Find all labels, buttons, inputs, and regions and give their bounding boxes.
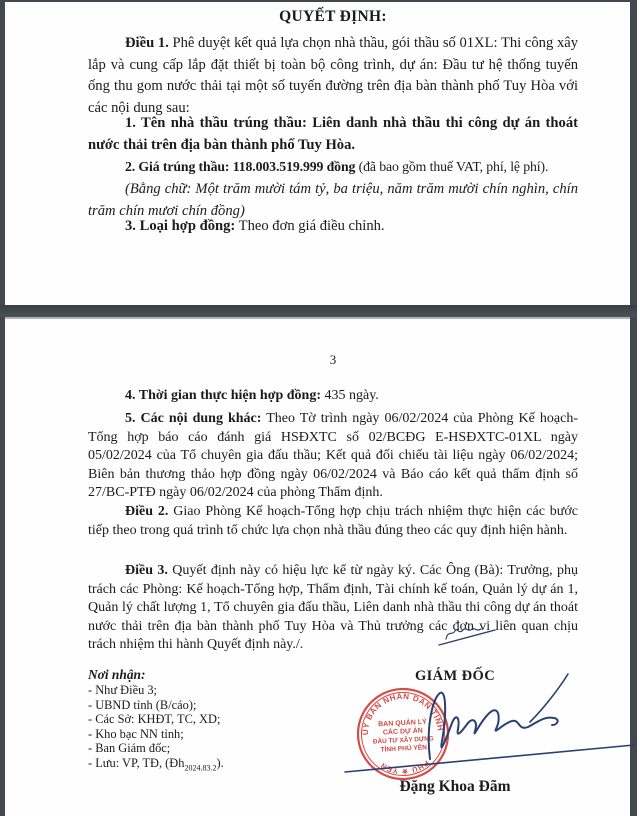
item-2-text: (đã bao gồm thuế VAT, phí, lệ phí).: [355, 159, 549, 174]
recipient-item-archive: - Lưu: VP, TĐ, $(Đh_{2024.83.2})$.: [88, 755, 224, 773]
handwritten-initials: [433, 623, 505, 651]
recipient-item: - Kho bạc NN tỉnh;: [88, 726, 184, 741]
page-1: [5, 2, 630, 305]
signer-name: Đặng Khoa Đãm: [399, 778, 511, 795]
recipient-item: - Như Điều 3;: [88, 683, 158, 697]
page-separator: [0, 305, 637, 317]
item-1-contractor: [88, 113, 578, 156]
article-2: [88, 503, 578, 540]
item-3-label: 3. Loại hợp đồng:: [125, 218, 236, 234]
recipient-item: - Ban Giám đốc;: [88, 741, 171, 756]
recipients-title: Nơi nhận:: [88, 667, 146, 682]
article-2-text: Giao Phòng Kế hoạch-Tổng hợp chịu trách nhiệm thực hiện các bước tiếp theo trong quá trình tổ chức lựa chọn nhà thầu đúng theo các quy định hiện hành.: [88, 504, 579, 538]
item-3-contract-type: [88, 216, 578, 238]
article-1: [88, 33, 578, 119]
signer-title: GIÁM ĐỐC: [414, 668, 496, 684]
item-5-label: 5. Các nội dung khác:: [125, 411, 262, 426]
item-4-text: 435 ngày.: [321, 388, 379, 403]
item-4-label: 4. Thời gian thực hiện hợp đồng:: [125, 388, 321, 403]
article-1-text: Phê duyệt kết quả lựa chọn nhà thầu, gói thầu số 01XL: Thi công xây lắp và cung cấp lắp đặt thiết bị toàn bộ công trình, dự án: Đầu tư hệ thống tuyến ống thu gom nước thải tại một số tuyến đường trên địa bàn thành phố Tuy Hòa với các nội dung sau:: [88, 35, 579, 116]
item-4-duration: [88, 387, 578, 406]
stamp-center-line-1: BAN QUẢN LÝ: [377, 718, 427, 729]
document-title: QUYẾT ĐỊNH:: [279, 8, 387, 25]
stamp-ring-text-top: ỦY BAN NHÂN DÂN TỈNH: [360, 691, 445, 736]
item-5-text: Theo Tờ trình ngày 06/02/2024 của Phòng Kế hoạch-Tổng hợp báo cáo đánh giá HSĐXTC số 02/BCĐG E-HSĐXTC-01XL ngày 05/02/2024 của Tổ chuyên gia đấu thầu; Kết quả đối chiếu tài liệu ngày 06/02/2024; Biên bản thương thảo hợp đồng ngày 06/02/2024 và Báo cáo kết quả thẩm định số 27/BC-PTĐ ngày 06/02/2024 của phòng Thẩm định.: [88, 411, 578, 501]
stamp-ring-text-bottom: PHÚ ★ YÊN: [378, 758, 431, 777]
recipient-item: - Các Sở: KHĐT, TC, XD;: [88, 712, 221, 727]
item-2-label: 2. Giá trúng thầu: 118.003.519.999 đồng: [125, 159, 356, 174]
page-number: 3: [329, 352, 337, 367]
recipient-item: - UBND tỉnh (B/cáo);: [88, 697, 197, 712]
article-1-label: Điều 1.: [125, 35, 169, 51]
page-2: [5, 317, 630, 816]
stamp-center-line-2: CÁC DỰ ÁN: [382, 727, 424, 737]
article-3-text: Quyết định này có hiệu lực kể từ ngày ký. Các Ông (Bà): Trưởng, phụ trách các Phòng: Kế hoạch-Tổng hợp, Thẩm định, Tài chính kế toán, Quản lý dự án 1, Quản lý chất lượng 1, Tổ chuyên gia đấu thầu, Liên danh nhà thầu thi công dự án thoát nước thải trên địa bàn thành phố Tuy Hòa và Thủ trưởng các đơn vị liên quan chịu trách nhiệm thi hành Quyết định này./.: [88, 563, 578, 653]
item-3-text: Theo đơn giá điều chỉnh.: [235, 218, 385, 234]
stamp-center-line-3: ĐẦU TƯ XÂY DỰNG: [372, 735, 434, 746]
item-1-text: 1. Tên nhà thầu trúng thầu: Liên danh nhà thầu thi công dự án thoát nước thải trên địa bàn thành phố Tuy Hòa.: [88, 115, 578, 153]
article-2-label: Điều 2.: [125, 504, 169, 519]
archive-code-subscript: 2024.83.2: [184, 763, 217, 773]
recipients-block: [88, 666, 318, 776]
item-2-price: [88, 156, 578, 178]
stamp-center-line-4: TỈNH PHÚ YÊN: [380, 744, 428, 754]
item-5-other-contents: [88, 410, 578, 503]
amount-in-words: (Bằng chữ: Một trăm mười tám tỷ, ba triệu, năm trăm mười chín nghìn, chín trăm chín mươi chín đồng): [88, 181, 578, 219]
article-3-label: Điều 3.: [125, 563, 168, 578]
